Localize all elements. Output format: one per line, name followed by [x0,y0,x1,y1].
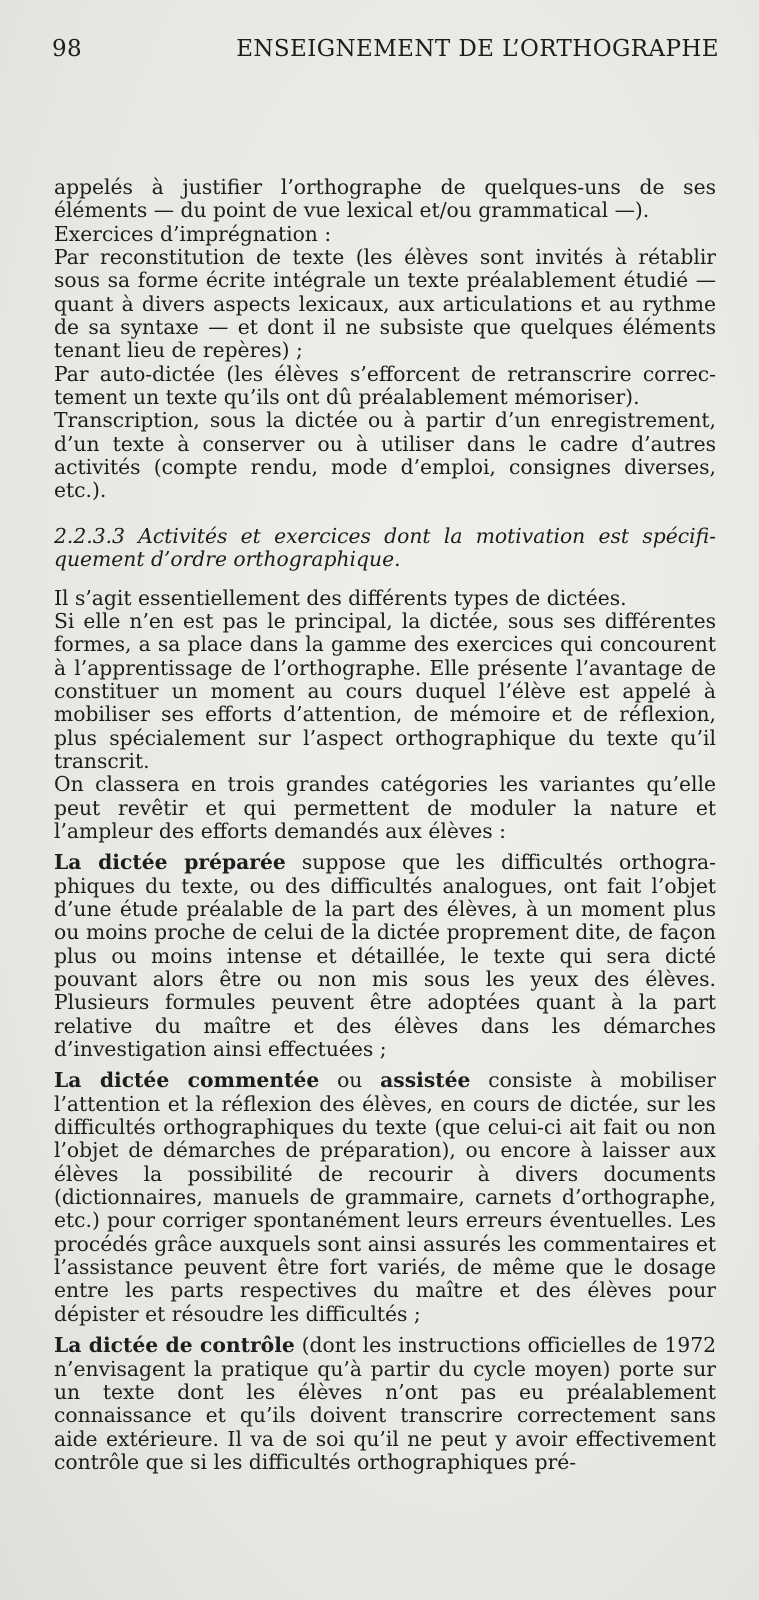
term-assistee: assistée [380,1068,471,1093]
paragraph: On classera en trois grandes catégories les variantes qu’elle peut revêtir et qui permettent de moduler la nature et l’ampleur des efforts demandés aux élèves : [54,772,716,843]
page-body [54,176,716,1474]
paragraph: Exercices d’imprégnation : [54,221,332,246]
page-header [52,36,719,70]
page-number: 98 [52,36,83,62]
dictee-controle-item [54,1334,716,1474]
item-text: consiste à mobiliser l’attention et la réflexion des élèves, en cours de dictée, sur les difficultés orthographiques du texte (que celui-ci ait fait ou non l’objet de démarches de préparation), ou encore à laisser aux élèves la possibilité de recourir à divers documents (dictionnaires, manuels de grammaire, carnets d’orthographe, etc.) pour corriger spontanément leurs erreurs éventuelles. Les procédés grâce auxquels sont ainsi assurés les commentaires et l’assistance peuvent être fort variés, de même que le dosage entre les parts respectives du maître et des élèves pour dépister et résoudre les difficultés ; [54,1068,716,1326]
paragraph: Par auto-dictée (les élèves s’efforcent de retranscrire correctement un texte qu’ils ont dû préalablement mémoriser). [54,361,716,410]
term-dictee-preparee: La dictée préparée [54,850,286,875]
paragraph: appelés à justifier l’orthographe de quelques-uns de ses éléments — du point de vue lexical et/ou grammatical —). [54,175,716,223]
term-dictee-controle: La dictée de contrôle [54,1333,295,1358]
paragraph: Transcription, sous la dictée ou à partir d’un enregistrement, d’un texte à conserver ou à utiliser dans le cadre d’autres activités (compte rendu, mode d’emploi, consignes diverses, etc.). [54,408,716,503]
running-title: ENSEIGNEMENT DE L’ORTHOGRAPHE [236,36,719,62]
term-dictee-commentee: La dictée commentée [54,1068,320,1093]
section-heading: 2.2.3.3 Activités et exercices dont la motivation est spécifiquement d’ordre orthographique. [54,523,716,572]
item-text: (dont les instructions officielles de 1972 n’envisagent la pratique qu’à partir du cycle moyen) porte sur un texte dont les élèves n’ont pas eu préalablement connaissance et qu’ils doivent transcrire correctement sans aide extérieure. Il va de soi qu’il ne peut y avoir effectivement contrôle que si les difficultés orthographiques pré- [54,1333,717,1474]
dictee-commentee-item [54,1069,716,1326]
paragraph: Si elle n’en est pas le principal, la dictée, sous ses différentes formes, a sa place dans la gamme des exercices qui concourent à l’apprentissage de l’orthographe. Elle présente l’avantage de constituer un moment au cours duquel l’élève est appelé à mobiliser ses efforts d’attention, de mémoire et de réflexion, plus spécialement sur l’aspect orthographique du texte qu’il transcrit. [54,608,716,773]
paragraph: Par reconstitution de texte (les élèves sont invités à rétablir sous sa forme écrite intégrale un texte préalablement étudié — quant à divers aspects lexicaux, aux articulations et au rythme de sa syntaxe — et dont il ne subsiste que quelques éléments tenant lieu de repères) ; [54,245,716,363]
dictee-preparee-item [54,851,716,1061]
paragraph: Il s’agit essentiellement des différents types de dictées. [54,585,627,610]
item-text: suppose que les difficultés orthographiques du texte, ou des difficultés analogues, ont fait l’objet d’une étude préalable de la part des élèves, à un moment plus ou moins proche de celui de la dictée proprement dite, de façon plus ou moins intense et détaillée, le texte qui sera dicté pouvant alors être ou non mis sous les yeux des élèves. Plusieurs formules peuvent être adoptées quant à la part relative du maître et des élèves dans les démarches d’investigation ainsi effectuées ; [54,850,716,1062]
item-connector: ou [319,1068,381,1093]
